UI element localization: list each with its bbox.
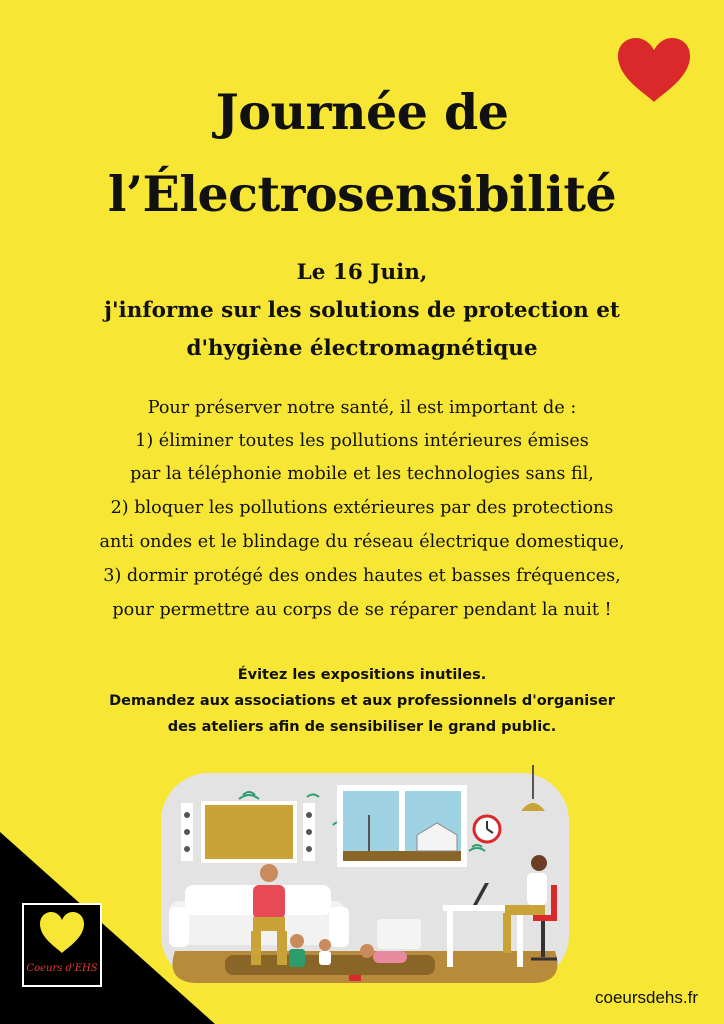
page-title-line2: l’Électrosensibilité bbox=[107, 165, 617, 223]
body-line-1: Pour préserver notre santé, il est important de : bbox=[147, 398, 577, 418]
page-title-line1: Journée de bbox=[215, 83, 509, 141]
body-line-7: pour permettre au corps de se réparer pendant la nuit ! bbox=[112, 600, 612, 620]
body-line-3: par la téléphonie mobile et les technologies sans fil, bbox=[130, 464, 594, 484]
logo bbox=[22, 903, 102, 987]
family-living-room-illustration bbox=[155, 755, 575, 987]
body-line-4: 2) bloquer les pollutions extérieures par des protections bbox=[110, 498, 614, 518]
body-line-6: 3) dormir protégé des ondes hautes et basses fréquences, bbox=[103, 566, 621, 586]
note-line-3: des ateliers afin de sensibiliser le grand public. bbox=[167, 719, 557, 735]
note-line-1: Évitez les expositions inutiles. bbox=[237, 667, 487, 683]
subtitle-line3: d'hygiène électromagnétique bbox=[186, 336, 538, 361]
body-line-2: 1) éliminer toutes les pollutions intérieures émises bbox=[135, 431, 589, 451]
note-line-2: Demandez aux associations et aux professionnels d'organiser bbox=[109, 693, 615, 709]
subtitle-line2: j'informe sur les solutions de protection et bbox=[104, 298, 620, 323]
body-line-5: anti ondes et le blindage du réseau électrique domestique, bbox=[99, 532, 625, 552]
logo-text: Coeurs d'EHS bbox=[26, 963, 98, 974]
subtitle-date: Le 16 Juin, bbox=[296, 260, 428, 285]
heart-icon bbox=[38, 911, 86, 955]
website-link[interactable]: coeursdehs.fr bbox=[595, 988, 698, 1007]
